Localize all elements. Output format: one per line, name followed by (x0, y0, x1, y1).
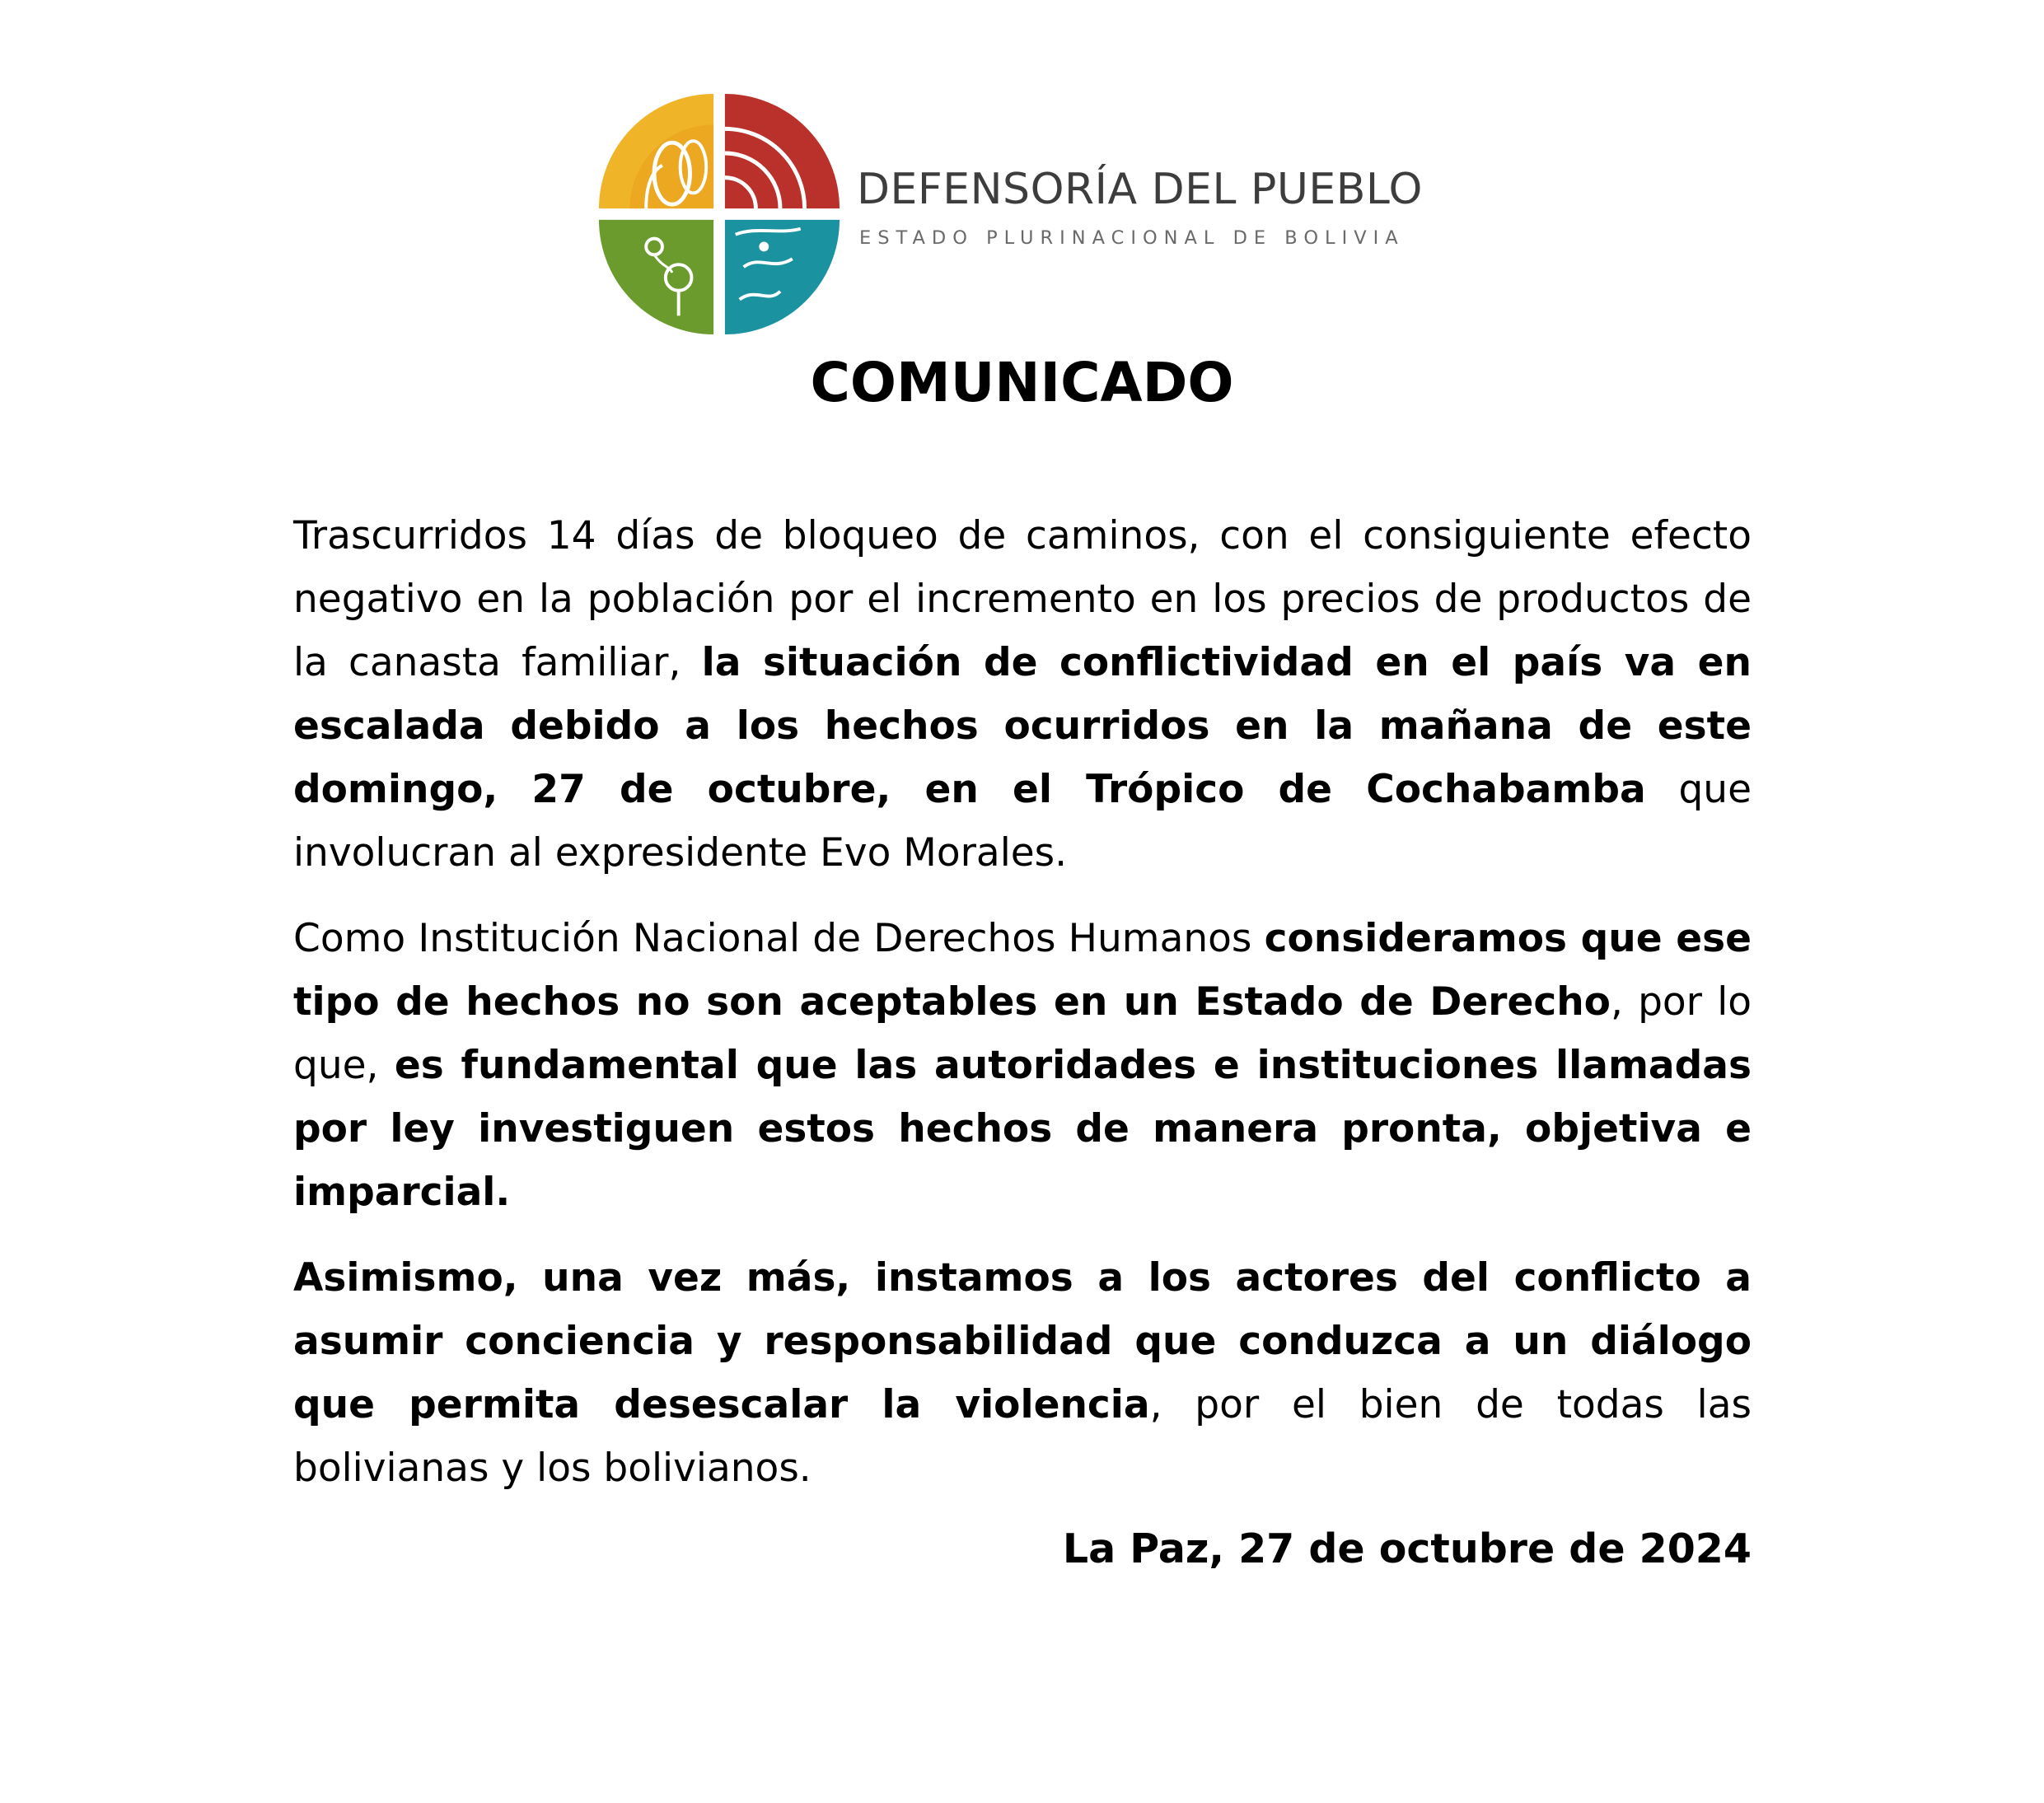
text-run: , por lo que, (293, 979, 1752, 1088)
bold-text-run: consideramos que ese tipo de hechos no son aceptables en un Estado de Derecho (293, 916, 1752, 1025)
text-run: Como Institución Nacional de Derechos Humanos (293, 916, 1265, 961)
text-run: que involucran al expresidente Evo Morales. (293, 767, 1752, 876)
organization-subtitle: ESTADO PLURINACIONAL DE BOLIVIA (859, 227, 1405, 249)
paragraph-1 (293, 504, 1752, 885)
logo (597, 92, 1423, 336)
date-line: La Paz, 27 de octubre de 2024 (1062, 1525, 1752, 1572)
document-body (293, 504, 1752, 1500)
paragraph-2 (293, 907, 1752, 1224)
organization-name: DEFENSORÍA DEL PUEBLO (857, 165, 1423, 214)
bold-text-run: es fundamental que las autoridades e instituciones llamadas por ley investiguen estos hechos de manera pronta, objetiva e imparcial. (293, 1043, 1752, 1215)
bold-text-run: Asimismo, una vez más, instamos a los actores del conflicto a asumir conciencia y responsabilidad que conduzca a un diálogo que permita desescalar la violencia (293, 1255, 1752, 1427)
paragraph-3 (293, 1246, 1752, 1500)
document-title: COMUNICADO (810, 351, 1234, 414)
text-run: Trascurridos 14 días de bloqueo de caminos, con el consiguiente efecto negativo en la población por el incremento en los precios de productos de la canasta familiar, (293, 513, 1752, 685)
bold-text-run: la situación de conflictividad en el país va en escalada debido a los hechos ocurridos en la mañana de este domingo, 27 de octubre, en el Trópico de Cochabamba (293, 640, 1752, 812)
defensoria-emblem-icon (597, 92, 841, 336)
text-run: , por el bien de todas las bolivianas y los bolivianos. (293, 1382, 1752, 1491)
